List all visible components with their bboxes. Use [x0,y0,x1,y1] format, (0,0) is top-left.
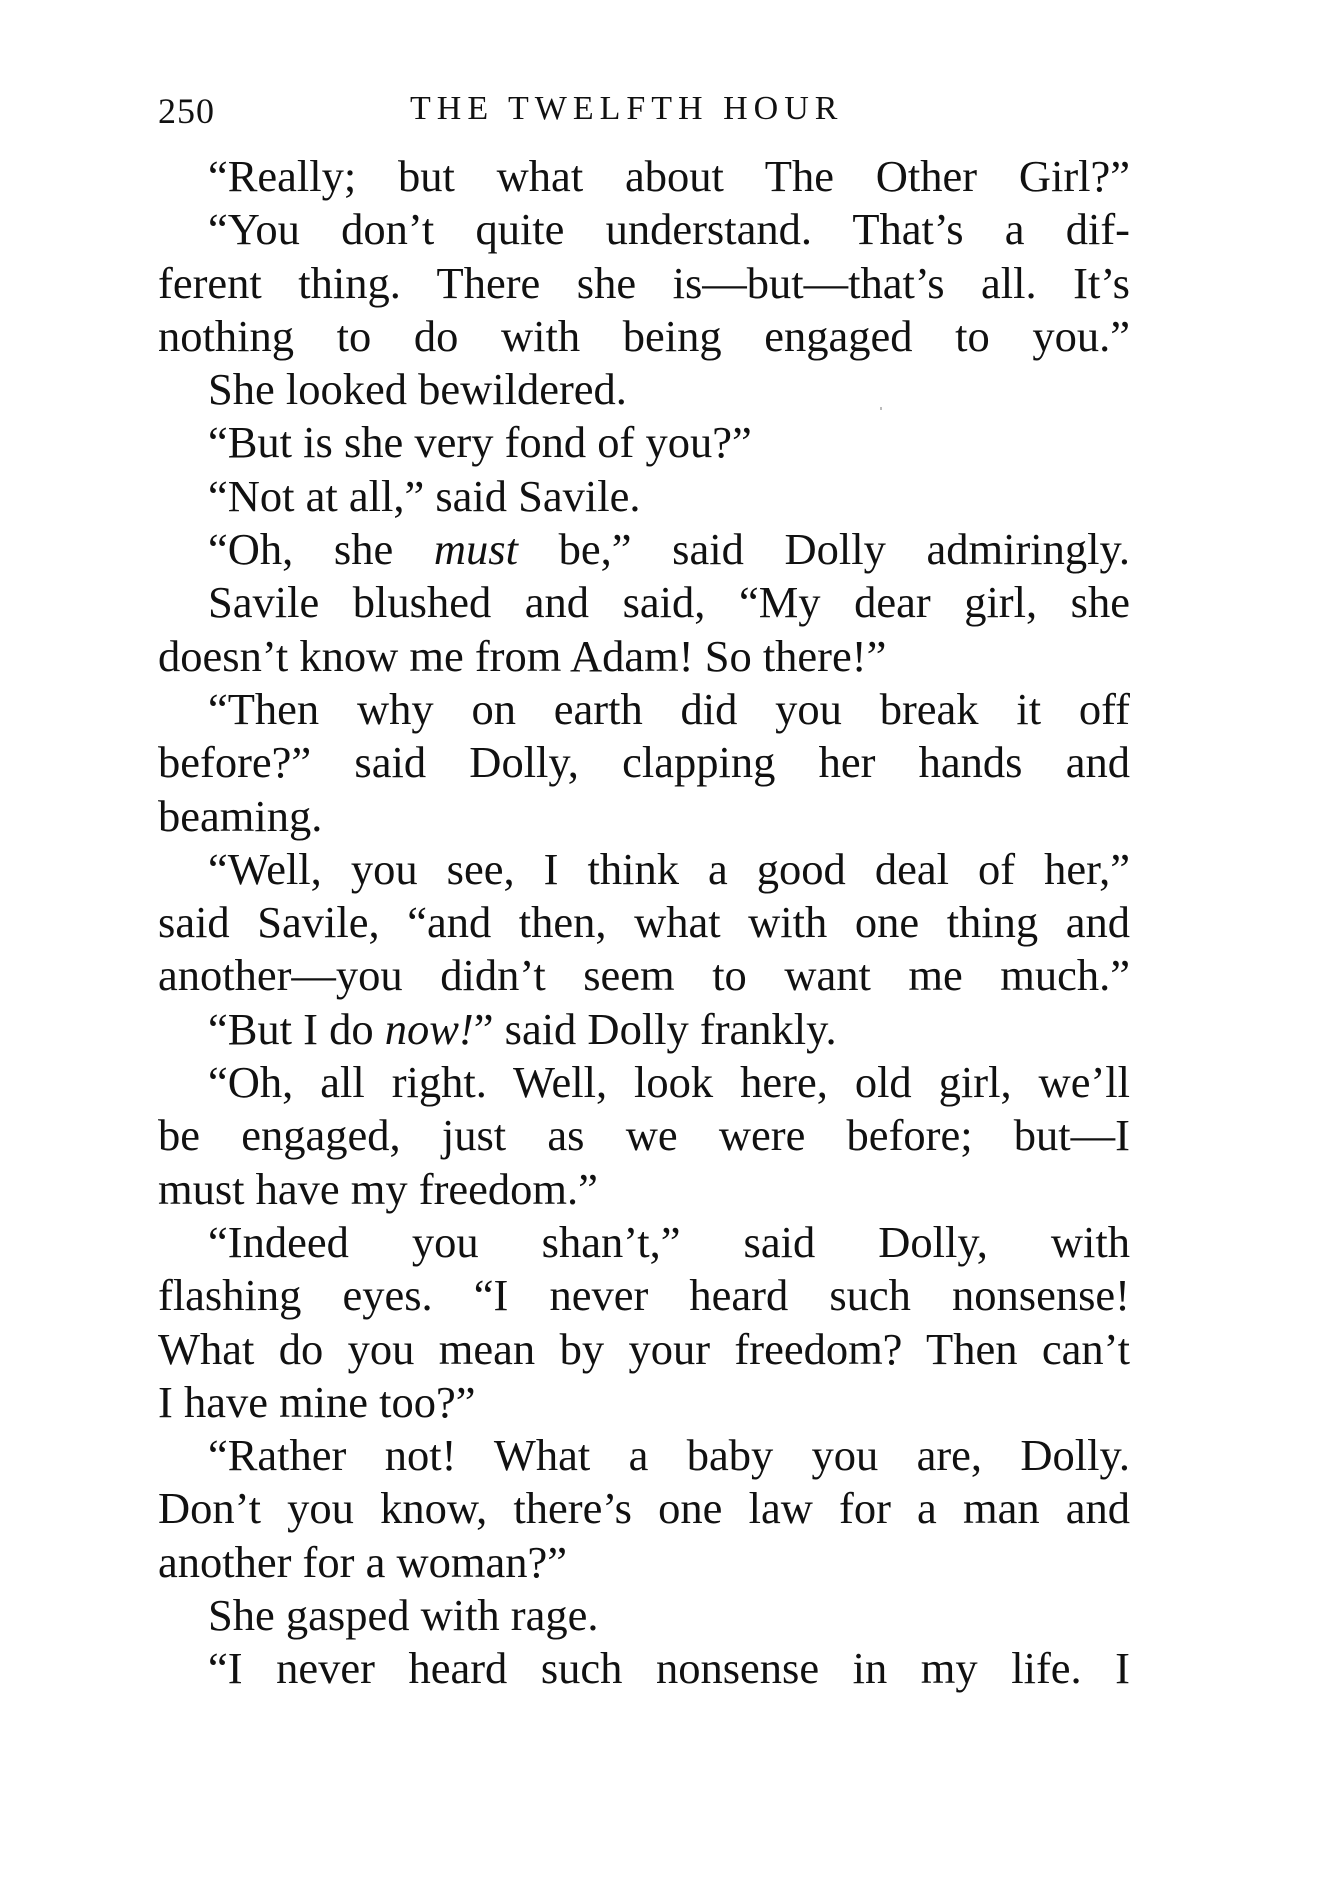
text-line: doesn’t know me from Adam! So there!” [158,630,887,681]
text-segment: “Oh, she [208,524,434,575]
text-line: Don’t you know, there’s one law for a man and [158,1483,1130,1534]
text-line: be engaged, just as we were before; but—I [158,1110,1130,1161]
text-segment: be,” said Dolly admiringly. [517,524,1130,575]
text-line: said Savile, “and then, what with one thing and [158,897,1130,948]
text-line: I have mine too?” [158,1376,476,1427]
text-line: beaming. [158,790,323,841]
text-line: nothing to do with being engaged to you.” [158,310,1130,361]
italic-emphasis: now! [384,1003,474,1054]
text-line: “But is she very fond of you?” [208,417,752,468]
text-segment: ” said Dolly frankly. [473,1003,837,1054]
text-line: “Not at all,” said Savile. [208,470,641,521]
text-line: Savile blushed and said, “My dear girl, she [208,577,1130,628]
running-header [158,82,1138,142]
text-line: another—you didn’t seem to want me much.” [158,950,1130,1001]
text-line: “I never heard such nonsense in my life. I [208,1643,1130,1694]
body-text [158,150,1130,1696]
text-line: “Rather not! What a baby you are, Dolly. [208,1430,1130,1481]
italic-emphasis: must [433,524,518,575]
text-line: She gasped with rage. [208,1590,599,1641]
text-line: flashing eyes. “I never heard such nonsense! [158,1270,1130,1321]
text-line: must have my freedom.” [158,1163,598,1214]
text-line: “Really; but what about The Other Girl?” [208,151,1130,201]
page-number: 250 [158,91,215,131]
paper-speck [880,407,882,410]
text-line: “Indeed you shan’t,” said Dolly, with [208,1216,1130,1267]
text-line: before?” said Dolly, clapping her hands and [158,737,1130,788]
text-line [158,523,1130,576]
text-line: She looked bewildered. [208,364,627,415]
text-line: “Then why on earth did you break it off [208,683,1130,734]
text-line [158,1003,1130,1056]
text-line: ferent thing. There she is—but—that’s all. It’s [158,257,1130,308]
running-title: THE TWELFTH HOUR [410,90,844,127]
text-line: another for a woman?” [158,1536,567,1587]
text-line: What do you mean by your freedom? Then can’t [158,1323,1130,1374]
text-line: “Well, you see, I think a good deal of her,” [208,843,1130,894]
text-segment: “But I do [208,1003,385,1054]
text-line: “Oh, all right. Well, look here, old girl, we’ll [208,1057,1130,1108]
text-line: “You don’t quite understand. That’s a dif- [208,204,1130,255]
